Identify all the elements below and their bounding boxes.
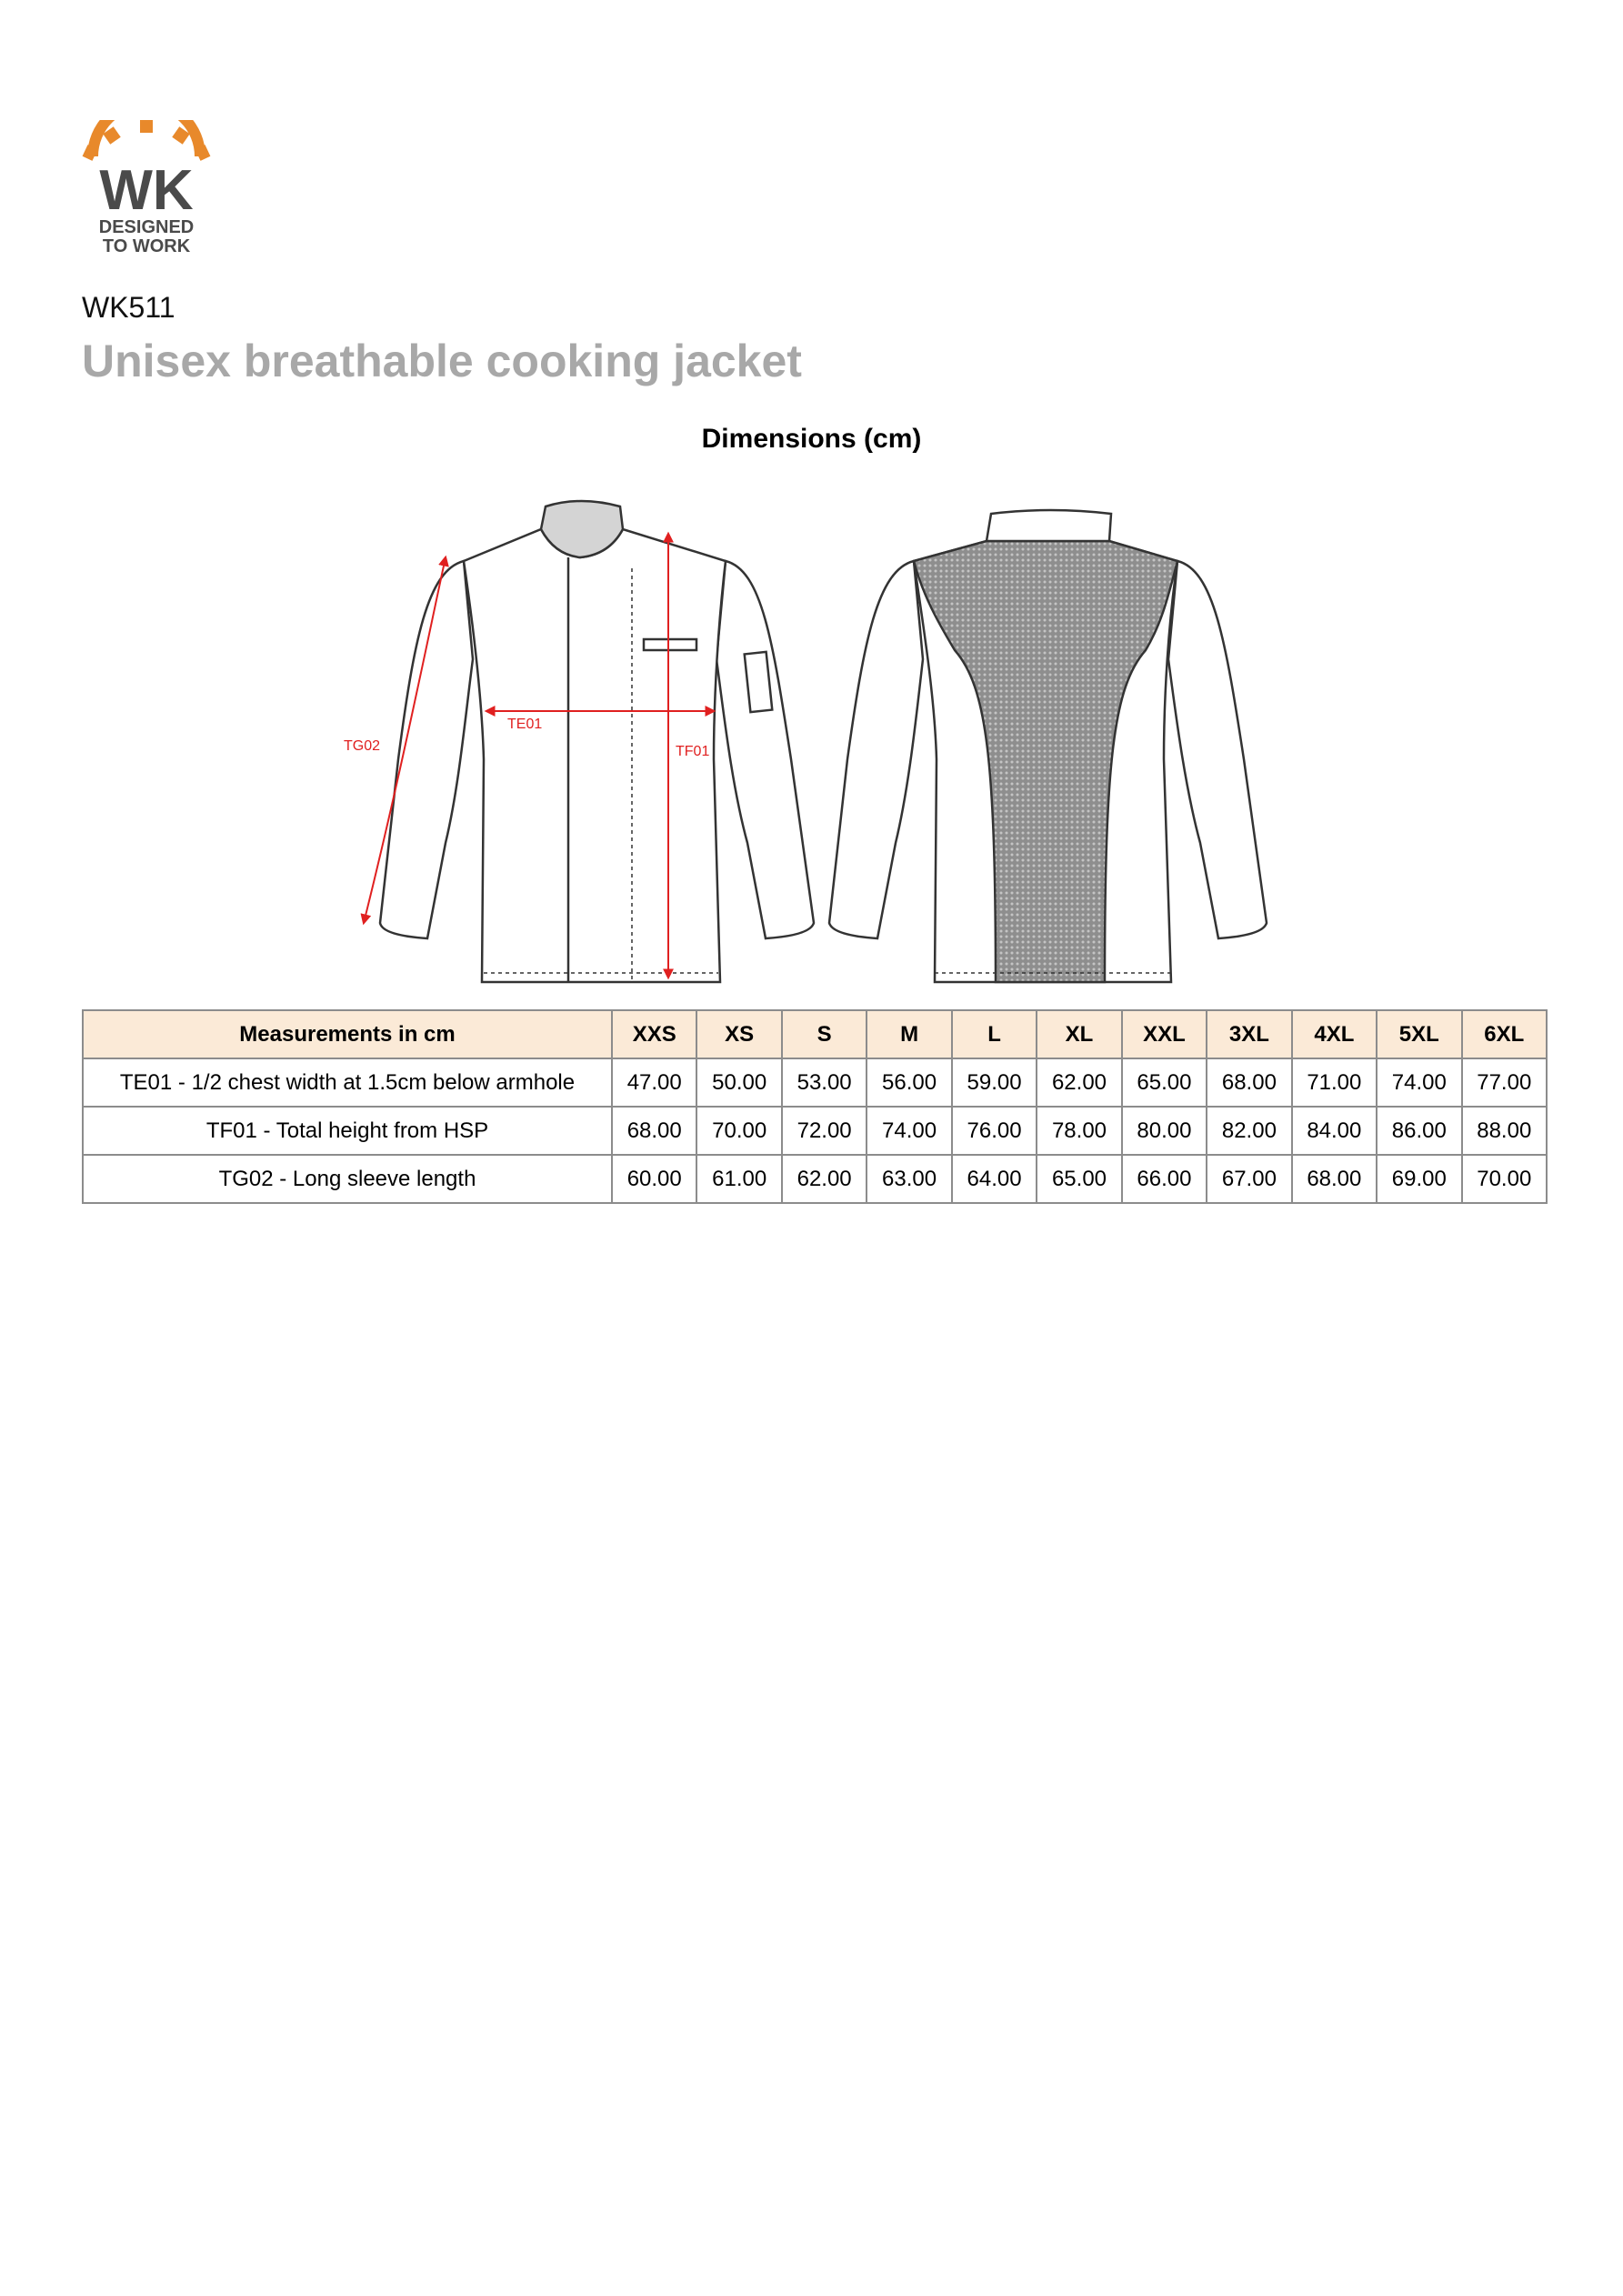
table-cell: 70.00	[1462, 1155, 1547, 1203]
dimensions-heading: Dimensions (cm)	[701, 424, 922, 454]
tg02-label: TG02	[344, 738, 381, 754]
wk-logo	[78, 120, 215, 255]
size-header: 5XL	[1377, 1010, 1461, 1058]
table-cell: 61.00	[696, 1155, 781, 1203]
table-cell: 72.00	[782, 1107, 867, 1155]
table-cell: 65.00	[1122, 1058, 1207, 1107]
table-cell: 77.00	[1462, 1058, 1547, 1107]
size-chart-header-row	[83, 1010, 1547, 1058]
table-cell: 80.00	[1122, 1107, 1207, 1155]
table-cell: 68.00	[1292, 1155, 1377, 1203]
table-row	[83, 1155, 1547, 1203]
table-cell: 88.00	[1462, 1107, 1547, 1155]
table-cell: 68.00	[1207, 1058, 1291, 1107]
size-header: XXS	[612, 1010, 696, 1058]
jacket-front-view	[380, 501, 814, 982]
table-cell: 60.00	[612, 1155, 696, 1203]
gear-icon	[83, 120, 211, 161]
table-cell: 63.00	[867, 1155, 951, 1203]
table-cell: 74.00	[867, 1107, 951, 1155]
size-chart-table	[82, 1009, 1548, 1204]
logo-designed-text: DESIGNED	[98, 217, 195, 237]
table-row	[83, 1058, 1547, 1107]
jacket-technical-drawing	[327, 486, 1291, 996]
size-header: 4XL	[1292, 1010, 1377, 1058]
size-header: XL	[1037, 1010, 1121, 1058]
table-row	[83, 1107, 1547, 1155]
jacket-back-view	[829, 510, 1267, 982]
size-header: 3XL	[1207, 1010, 1291, 1058]
tf01-label: TF01	[676, 744, 710, 759]
table-cell: 62.00	[782, 1155, 867, 1203]
product-title: Unisex breathable cooking jacket	[82, 336, 802, 386]
logo-wk-text: WK	[99, 159, 194, 222]
table-cell: 86.00	[1377, 1107, 1461, 1155]
row-label: TE01 - 1/2 chest width at 1.5cm below armhole	[83, 1058, 612, 1107]
table-cell: 53.00	[782, 1058, 867, 1107]
table-cell: 76.00	[952, 1107, 1037, 1155]
table-cell: 84.00	[1292, 1107, 1377, 1155]
size-header: M	[867, 1010, 951, 1058]
table-cell: 82.00	[1207, 1107, 1291, 1155]
table-cell: 59.00	[952, 1058, 1037, 1107]
table-cell: 69.00	[1377, 1155, 1461, 1203]
measurements-header: Measurements in cm	[83, 1010, 612, 1058]
table-cell: 50.00	[696, 1058, 781, 1107]
table-cell: 66.00	[1122, 1155, 1207, 1203]
product-sku: WK511	[82, 291, 175, 324]
table-cell: 68.00	[612, 1107, 696, 1155]
row-label: TF01 - Total height from HSP	[83, 1107, 612, 1155]
size-header: L	[952, 1010, 1037, 1058]
size-header: 6XL	[1462, 1010, 1547, 1058]
row-label: TG02 - Long sleeve length	[83, 1155, 612, 1203]
table-cell: 65.00	[1037, 1155, 1121, 1203]
te01-label: TE01	[507, 717, 543, 732]
size-header: XXL	[1122, 1010, 1207, 1058]
table-cell: 74.00	[1377, 1058, 1461, 1107]
table-cell: 56.00	[867, 1058, 951, 1107]
size-header: XS	[696, 1010, 781, 1058]
table-cell: 78.00	[1037, 1107, 1121, 1155]
table-cell: 62.00	[1037, 1058, 1121, 1107]
table-cell: 47.00	[612, 1058, 696, 1107]
table-cell: 67.00	[1207, 1155, 1291, 1203]
logo-to-work-text: TO WORK	[102, 236, 191, 255]
table-cell: 71.00	[1292, 1058, 1377, 1107]
table-cell: 64.00	[952, 1155, 1037, 1203]
size-header: S	[782, 1010, 867, 1058]
table-cell: 70.00	[696, 1107, 781, 1155]
